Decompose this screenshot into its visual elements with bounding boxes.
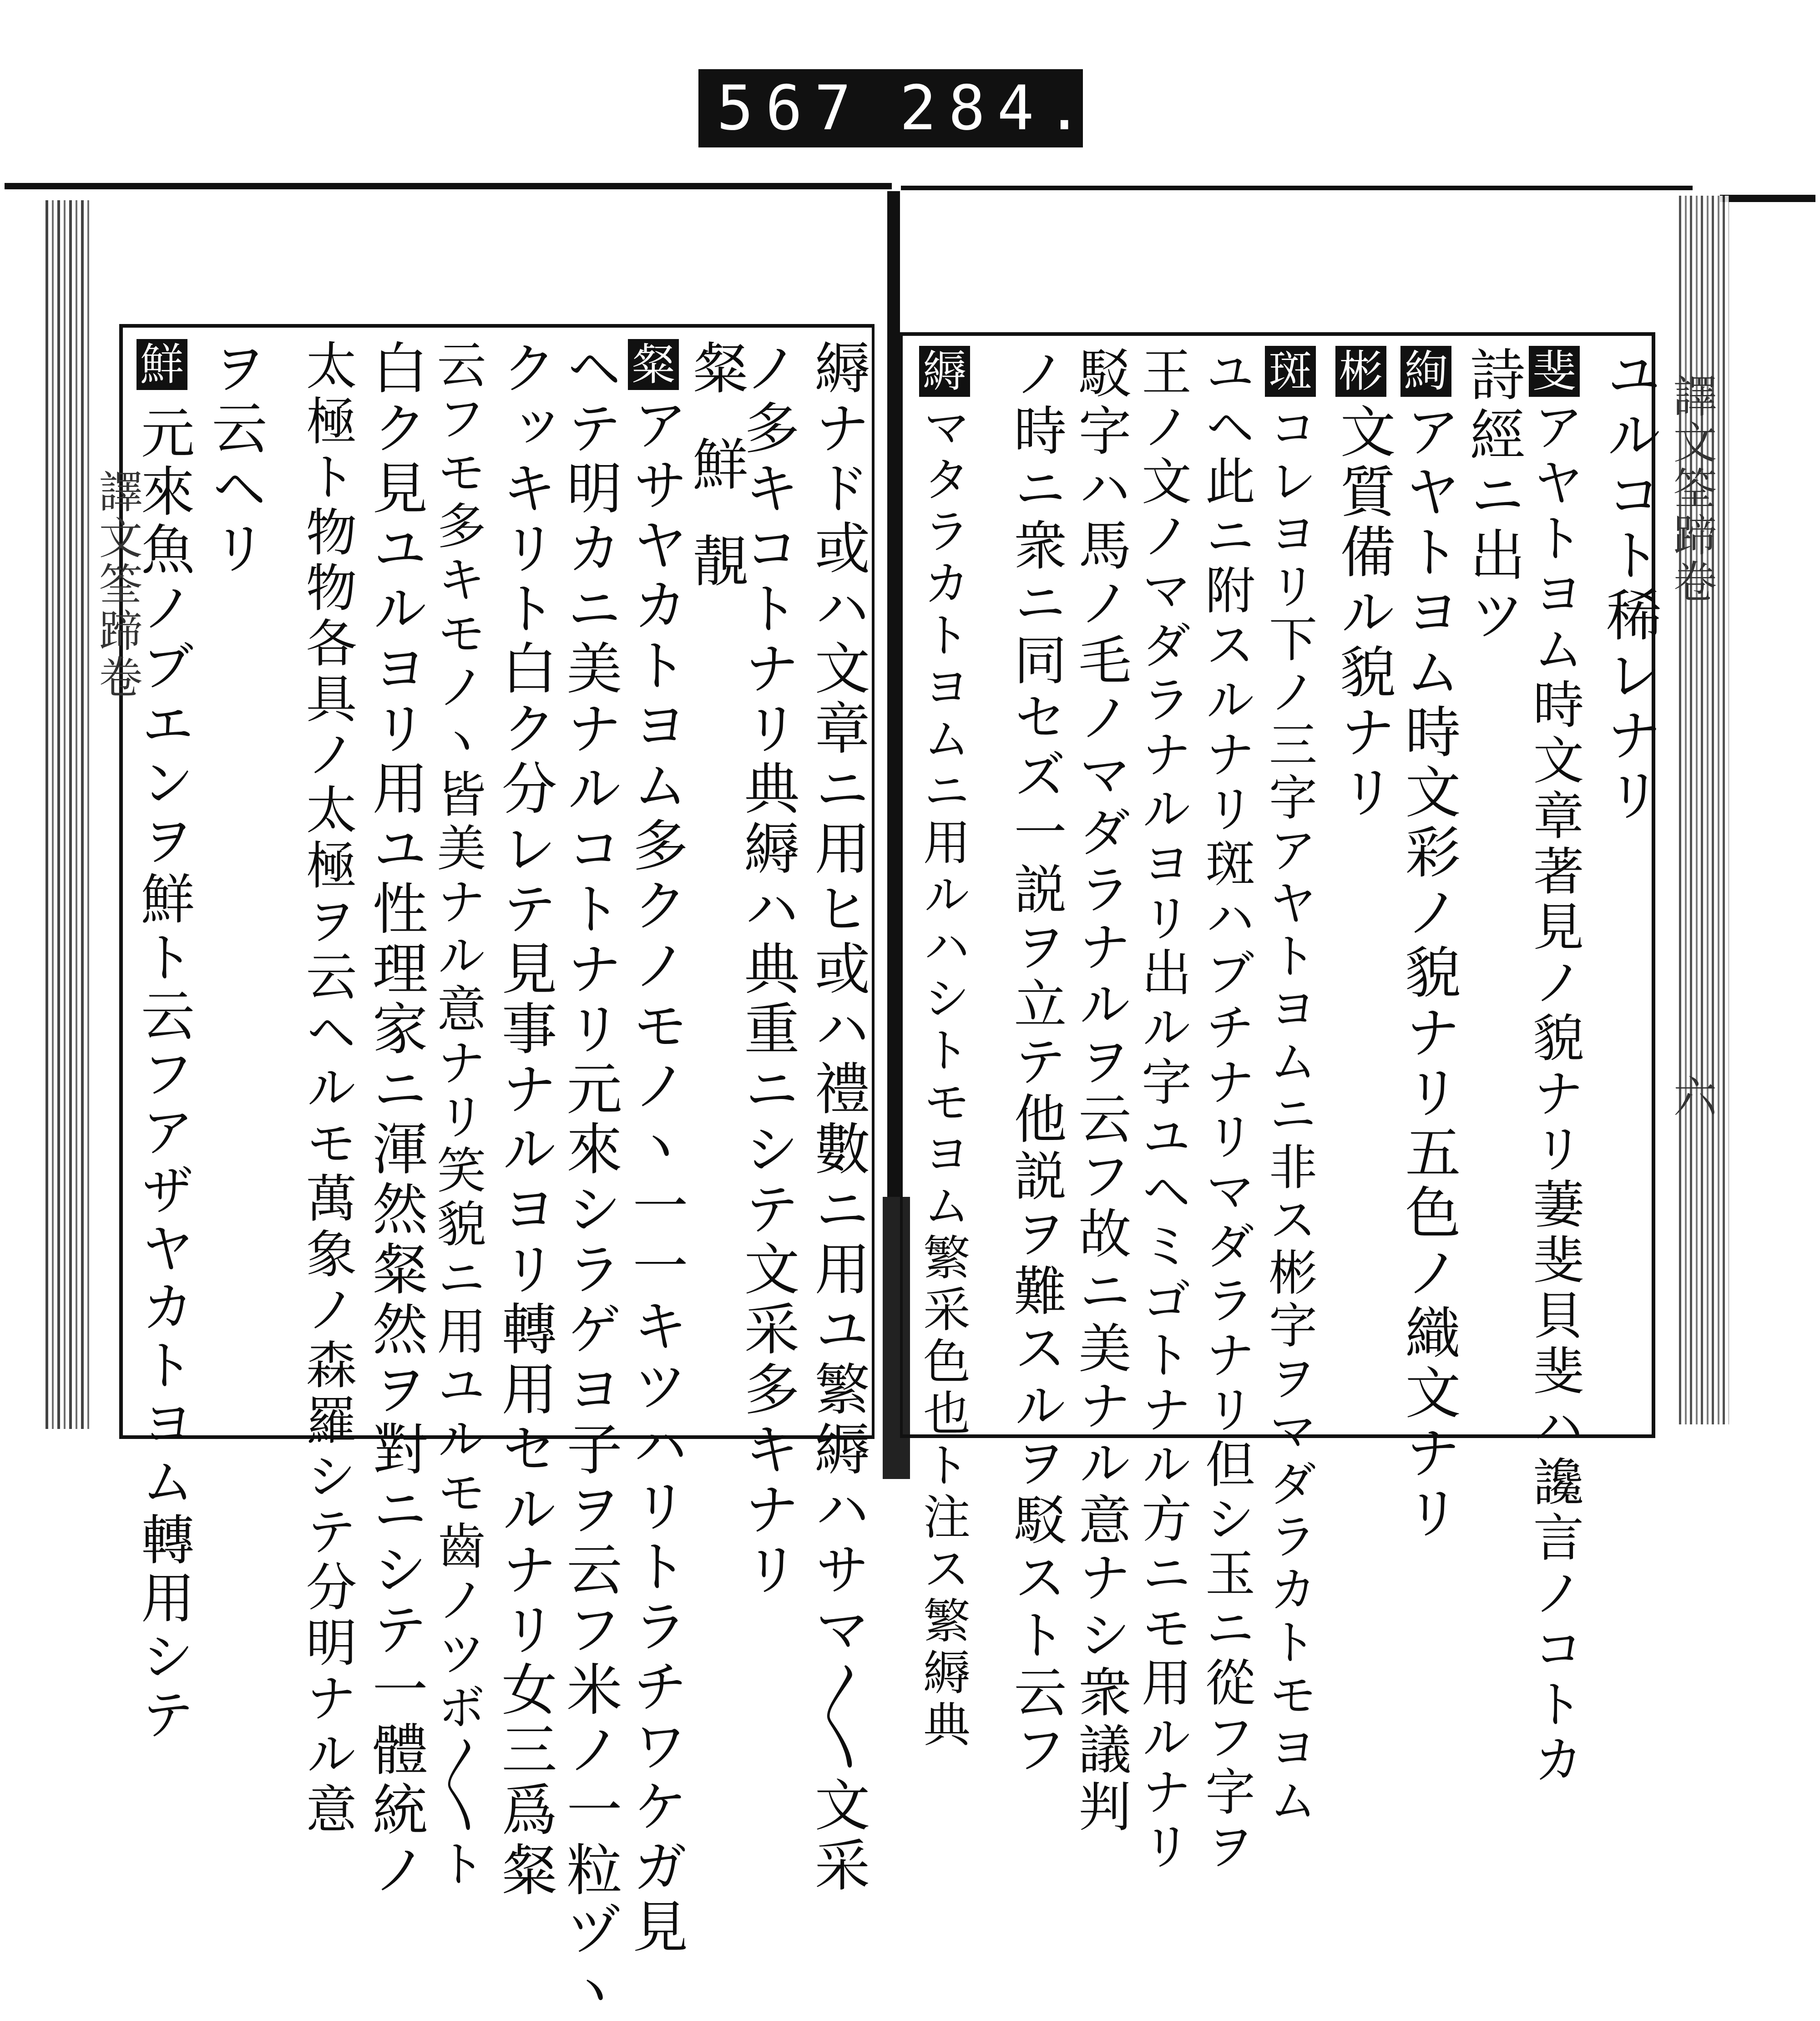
entry-heading: 斑	[1265, 346, 1316, 397]
right-side-number: 六	[1666, 1074, 1717, 1120]
entry-heading: 縟	[919, 346, 970, 397]
text-column: 文質備ル貌ナリ	[1331, 403, 1395, 823]
book-top-edge-right	[901, 186, 1693, 190]
text-column: 元來魚ノブエンヲ鮮ト云フアザヤカトヨム轉用シテ	[132, 405, 195, 1745]
text-column: 太極ト物物各具ノ太極ヲ云ヘルモ萬象ノ森羅シテ分明ナル意	[298, 339, 357, 1838]
entry-heading: 絢	[1400, 346, 1451, 397]
call-number-right: 284.	[899, 72, 1095, 144]
left-side-title: 譯文筌蹄卷	[92, 469, 143, 701]
book-top-edge	[5, 183, 892, 189]
text-column: ノ時ニ衆ニ同セズ一説ヲ立テ他説ヲ難スルヲ駁スト云フ	[1005, 346, 1067, 1779]
right-side-title: 譯文筌蹄卷	[1666, 373, 1717, 605]
call-number-left: 567	[717, 72, 863, 144]
text-column: 粲鮮靚	[683, 339, 748, 628]
text-column: ヲ云ヘリ	[202, 339, 267, 579]
text-column: クッキリト白ク分レテ見事ナルヨリ轉用セルナリ女三爲粲	[492, 339, 557, 1901]
text-column: コレヨリ下ノ三字アヤトヨムニ非ス彬字ヲマダラカトモヨム	[1261, 403, 1317, 1828]
text-column: 王ノ文ノマダラナルヨリ出ル字ユヘミゴトナル方ニモ用ルナリ	[1133, 346, 1192, 1875]
text-column: 縟ナド或ハ文章ニ用ヒ或ハ禮數ニ用ユ繁縟ハサマ〳〵文采	[805, 339, 870, 1896]
call-number-label	[698, 69, 1095, 147]
text-column: アヤトヨム時文章著見ノ貌ナリ萋斐貝斐ハ讒言ノコトカ	[1525, 400, 1584, 1788]
text-column: 白ク見ユルヨリ用ユ性理家ニ渾然粲然ヲ對ニシテ一體統ノ	[363, 339, 428, 1901]
text-column: ヘテ明カニ美ナルコトナリ元來シラゲヨ子ヲ云フ米ノ一粒ヅヽ	[557, 339, 622, 2021]
entry-heading: 鮮	[136, 339, 187, 390]
text-column: マタラカトヨムニ用ルハシトモヨム繁采色也ト注ス繁縟典	[915, 403, 971, 1752]
text-column: 詩經ニ出ツ	[1461, 346, 1525, 646]
entry-heading: 斐	[1529, 346, 1580, 397]
text-column: ノ多キコトナリ典縟ハ典重ニシテ文采多キナリ	[735, 339, 799, 1601]
entry-heading: 彬	[1335, 346, 1386, 397]
text-column: ユヘ此ニ附スルナリ斑ハブチナリマダラナリ但シ玉ニ從フ字ヲ	[1197, 346, 1255, 1875]
left-page-edge	[46, 200, 91, 1429]
book-top-edge-far-right	[1720, 195, 1815, 202]
text-column: 云フモ多キモノヽ皆美ナル意ナリ笑貌ニ用ユルモ齒ノツボ〳〵ト	[429, 339, 485, 1892]
text-column: アヤトヨム時文彩ノ貌ナリ五色ノ織文ナリ	[1396, 403, 1461, 1544]
entry-heading: 粲	[628, 339, 679, 390]
text-column: 駁字ハ馬ノ毛ノマダラナルヲ云フ故ニ美ナル意ナシ衆議判	[1070, 346, 1131, 1837]
text-column: アサヤカトヨム多クノモノヽ一一キツハリトラチワケガ見	[623, 396, 688, 1958]
text-column: ユルコト稀レナリ	[1597, 346, 1662, 826]
